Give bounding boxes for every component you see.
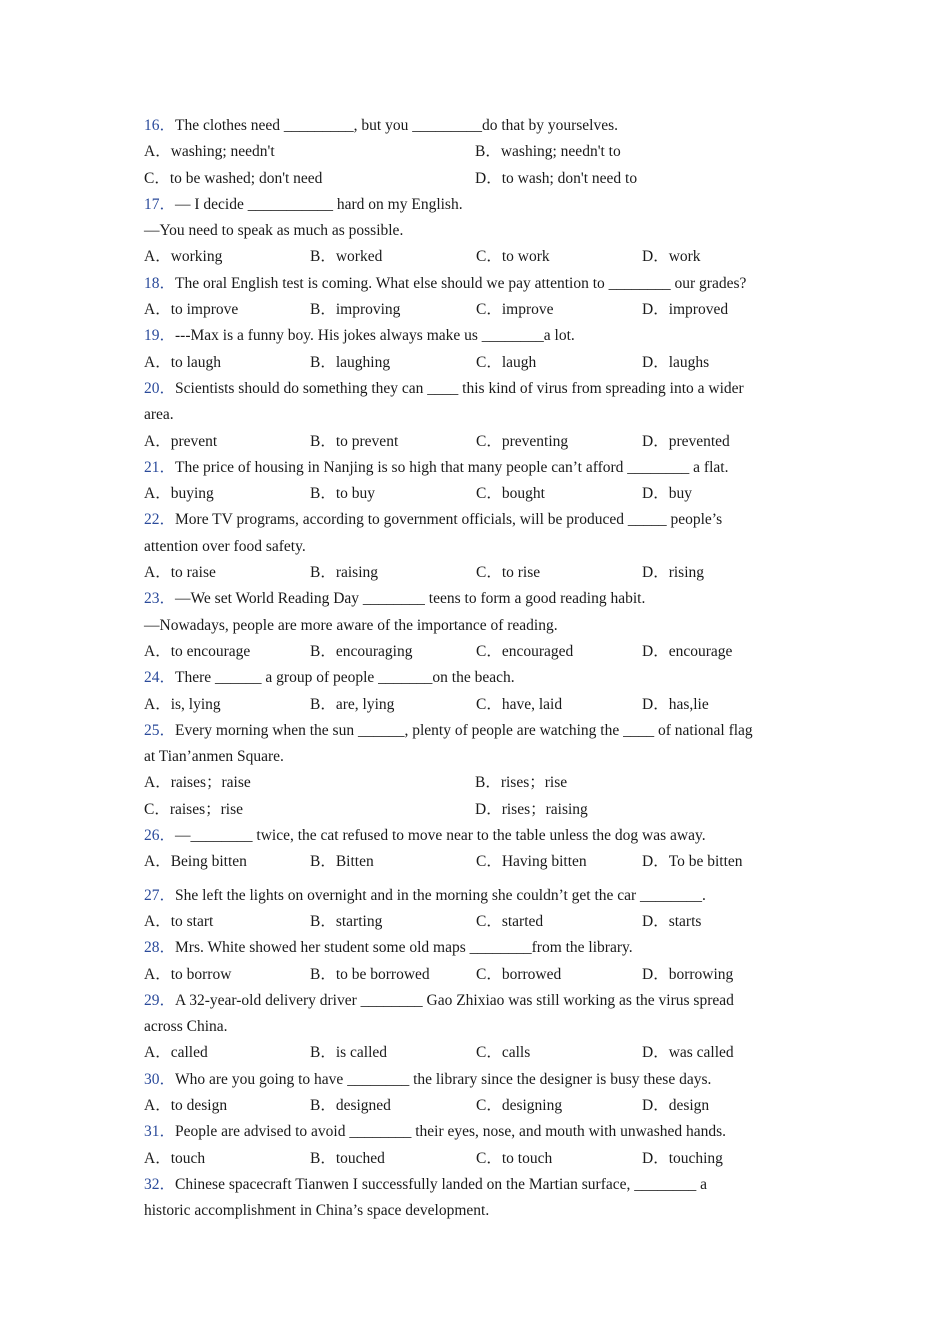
question-text: — I decide ___________ hard on my English. xyxy=(175,195,463,213)
question-number: 30． xyxy=(144,1070,176,1088)
answer-option[interactable]: A．to start xyxy=(144,912,214,930)
answer-option[interactable]: D．To be bitten xyxy=(642,853,743,871)
question-16 xyxy=(144,113,814,192)
question-text: More TV programs, according to government officials, will be produced _____ people’s xyxy=(175,511,723,529)
question-26 xyxy=(144,823,814,876)
question-number: 22． xyxy=(144,511,176,529)
answer-option[interactable]: B．worked xyxy=(310,248,383,266)
answer-option[interactable]: D．has,lie xyxy=(642,695,709,713)
answer-option[interactable]: C．to rise xyxy=(476,564,541,582)
question-text: The clothes need _________, but you _________do that by yourselves. xyxy=(175,117,618,134)
answer-option[interactable]: A．to raise xyxy=(144,564,216,582)
answer-option[interactable]: B．are, lying xyxy=(310,695,395,713)
answer-option[interactable]: C．to be washed; don't need xyxy=(144,169,323,187)
question-30 xyxy=(144,1067,814,1120)
question-text: Mrs. White showed her student some old maps ________from the library. xyxy=(175,939,633,957)
question-stem xyxy=(144,665,814,691)
answer-option[interactable]: A．to borrow xyxy=(144,965,232,983)
answer-option[interactable]: A．Being bitten xyxy=(144,853,247,871)
answer-option[interactable]: A．to improve xyxy=(144,301,239,319)
question-stem xyxy=(144,455,814,481)
question-text: ---Max is a funny boy. His jokes always make us ________a lot. xyxy=(175,327,575,345)
answer-option[interactable]: C．to touch xyxy=(476,1149,553,1167)
question-number: 25． xyxy=(144,721,176,739)
question-number: 24． xyxy=(144,669,176,687)
answer-option[interactable]: D．to wash; don't need to xyxy=(475,169,638,187)
question-text: There ______ a group of people _______on the beach. xyxy=(175,669,515,687)
question-stem-continued xyxy=(144,1014,814,1040)
answer-option[interactable]: C．encouraged xyxy=(476,642,574,660)
question-stem xyxy=(144,935,814,961)
spacer xyxy=(144,876,814,883)
option-row xyxy=(144,962,814,988)
question-stem xyxy=(144,113,814,139)
answer-option[interactable]: B．is called xyxy=(310,1044,388,1062)
answer-option[interactable]: B．to buy xyxy=(310,485,376,503)
answer-option[interactable]: C．Having bitten xyxy=(476,853,587,871)
answer-option[interactable]: D．work xyxy=(642,248,701,266)
question-text: Chinese spacecraft Tianwen I successfully landed on the Martian surface, ________ a xyxy=(175,1175,708,1193)
answer-option[interactable]: B．to be borrowed xyxy=(310,965,430,983)
question-23 xyxy=(144,586,814,665)
question-number: 27． xyxy=(144,886,176,904)
question-number: 31． xyxy=(144,1123,176,1141)
question-32 xyxy=(144,1172,814,1225)
question-number: 18． xyxy=(144,274,176,292)
question-text: —Nowadays, people are more aware of the importance of reading. xyxy=(144,616,558,634)
option-row xyxy=(144,1040,814,1066)
answer-option[interactable]: B．washing; needn't to xyxy=(475,143,621,161)
answer-option[interactable]: D．starts xyxy=(642,912,702,930)
question-text: Scientists should do something they can ____ this kind of virus from spreading into a wider xyxy=(175,379,744,397)
question-19 xyxy=(144,323,814,376)
question-stem xyxy=(144,586,814,612)
question-text: —We set World Reading Day ________ teens to form a good reading habit. xyxy=(175,590,646,608)
question-text: Every morning when the sun ______, plenty of people are watching the ____ of national flag xyxy=(175,721,753,739)
question-number: 32． xyxy=(144,1175,176,1193)
answer-option[interactable]: B．raising xyxy=(310,564,379,582)
answer-option[interactable]: C．to work xyxy=(476,248,550,266)
question-stem xyxy=(144,1172,814,1198)
option-row xyxy=(144,797,814,823)
answer-option[interactable]: C．calls xyxy=(476,1044,531,1062)
question-stem xyxy=(144,271,814,297)
question-stem-continued xyxy=(144,1198,814,1224)
question-number: 26． xyxy=(144,827,176,845)
question-text: across China. xyxy=(144,1018,228,1036)
answer-option[interactable]: D．encourage xyxy=(642,642,733,660)
option-row xyxy=(144,692,814,718)
question-29 xyxy=(144,988,814,1067)
question-stem xyxy=(144,883,814,909)
question-number: 28． xyxy=(144,939,176,957)
answer-option[interactable]: A．working xyxy=(144,248,223,266)
answer-option[interactable]: D．rises；raising xyxy=(475,800,588,818)
answer-option[interactable]: B．improving xyxy=(310,301,401,319)
answer-option[interactable]: B．starting xyxy=(310,912,383,930)
question-17 xyxy=(144,192,814,271)
question-31 xyxy=(144,1119,814,1172)
question-27 xyxy=(144,883,814,936)
question-number: 19． xyxy=(144,327,176,345)
answer-option[interactable]: A．to laugh xyxy=(144,353,222,371)
question-text: area. xyxy=(144,406,174,424)
question-stem xyxy=(144,988,814,1014)
question-24 xyxy=(144,665,814,718)
question-text: The price of housing in Nanjing is so high that many people can’t afford ________ a flat. xyxy=(175,458,729,476)
answer-option[interactable]: A．is, lying xyxy=(144,695,221,713)
answer-option[interactable]: B．laughing xyxy=(310,353,391,371)
question-text: She left the lights on overnight and in the morning she couldn’t get the car ________. xyxy=(175,886,706,904)
question-stem xyxy=(144,192,814,218)
question-number: 29． xyxy=(144,991,176,1009)
option-row xyxy=(144,297,814,323)
option-row xyxy=(144,139,814,165)
question-stem xyxy=(144,323,814,349)
answer-option[interactable]: C．started xyxy=(476,912,544,930)
answer-option[interactable]: D．design xyxy=(642,1096,710,1114)
question-number: 23． xyxy=(144,590,176,608)
question-text: The oral English test is coming. What else should we pay attention to ________ our grades? xyxy=(175,274,747,292)
answer-option[interactable]: A．buying xyxy=(144,485,214,503)
question-21 xyxy=(144,455,814,508)
answer-option[interactable]: D．touching xyxy=(642,1149,723,1167)
answer-option[interactable]: C．preventing xyxy=(476,432,569,450)
question-number: 16． xyxy=(144,117,176,134)
question-20 xyxy=(144,376,814,455)
answer-option[interactable]: B．rises；rise xyxy=(475,774,568,792)
question-text: —________ twice, the cat refused to move near to the table unless the dog was away. xyxy=(175,827,706,845)
question-stem xyxy=(144,1119,814,1145)
option-row xyxy=(144,166,814,192)
question-text: People are advised to avoid ________ their eyes, nose, and mouth with unwashed hands. xyxy=(175,1123,727,1141)
answer-option[interactable]: A．prevent xyxy=(144,432,218,450)
question-text: attention over food safety. xyxy=(144,537,306,555)
option-row xyxy=(144,560,814,586)
question-stem-continued xyxy=(144,613,814,639)
answer-option[interactable]: C．designing xyxy=(476,1096,563,1114)
answer-option[interactable]: C．have, laid xyxy=(476,695,563,713)
option-row xyxy=(144,481,814,507)
question-number: 21． xyxy=(144,458,176,476)
answer-option[interactable]: C．improve xyxy=(476,301,554,319)
option-row xyxy=(144,1146,814,1172)
question-list xyxy=(144,113,814,1224)
answer-option[interactable]: D．rising xyxy=(642,564,705,582)
option-row xyxy=(144,429,814,455)
answer-option[interactable]: D．prevented xyxy=(642,432,730,450)
answer-option[interactable]: A．washing; needn't xyxy=(144,143,275,161)
question-text: —You need to speak as much as possible. xyxy=(144,222,404,240)
question-stem xyxy=(144,718,814,744)
option-row xyxy=(144,639,814,665)
option-row xyxy=(144,909,814,935)
question-text: Who are you going to have ________ the library since the designer is busy these days. xyxy=(175,1070,712,1088)
answer-option[interactable]: D．improved xyxy=(642,301,729,319)
answer-option[interactable]: A．to encourage xyxy=(144,642,251,660)
option-row xyxy=(144,350,814,376)
question-18 xyxy=(144,271,814,324)
question-stem xyxy=(144,823,814,849)
question-22 xyxy=(144,507,814,586)
question-number: 17． xyxy=(144,195,176,213)
question-text: A 32-year-old delivery driver ________ Gao Zhixiao was still working as the virus spread xyxy=(175,991,734,1009)
question-stem-continued xyxy=(144,744,814,770)
option-row xyxy=(144,1093,814,1119)
question-stem-continued xyxy=(144,218,814,244)
option-row xyxy=(144,849,814,875)
answer-option[interactable]: B．to prevent xyxy=(310,432,399,450)
answer-option[interactable]: C．borrowed xyxy=(476,965,562,983)
answer-option[interactable]: D．was called xyxy=(642,1044,734,1062)
question-25 xyxy=(144,718,814,823)
answer-option[interactable]: A．touch xyxy=(144,1149,206,1167)
question-number: 20． xyxy=(144,379,176,397)
answer-option[interactable]: A．raises；raise xyxy=(144,774,251,792)
answer-option[interactable]: A．called xyxy=(144,1044,208,1062)
answer-option[interactable]: B．touched xyxy=(310,1149,385,1167)
question-stem-continued xyxy=(144,534,814,560)
answer-option[interactable]: B．Bitten xyxy=(310,853,374,871)
answer-option[interactable]: D．laughs xyxy=(642,353,710,371)
answer-option[interactable]: C．bought xyxy=(476,485,545,503)
answer-option[interactable]: D．borrowing xyxy=(642,965,734,983)
answer-option[interactable]: D．buy xyxy=(642,485,692,503)
answer-option[interactable]: C．raises；rise xyxy=(144,800,244,818)
question-28 xyxy=(144,935,814,988)
question-text: at Tian’anmen Square. xyxy=(144,748,284,766)
question-stem xyxy=(144,1067,814,1093)
option-row xyxy=(144,770,814,796)
answer-option[interactable]: B．designed xyxy=(310,1096,391,1114)
question-stem xyxy=(144,376,814,402)
answer-option[interactable]: A．to design xyxy=(144,1096,228,1114)
answer-option[interactable]: B．encouraging xyxy=(310,642,413,660)
question-text: historic accomplishment in China’s space development. xyxy=(144,1202,490,1220)
option-row xyxy=(144,244,814,270)
question-stem xyxy=(144,507,814,533)
question-stem-continued xyxy=(144,402,814,428)
answer-option[interactable]: C．laugh xyxy=(476,353,537,371)
